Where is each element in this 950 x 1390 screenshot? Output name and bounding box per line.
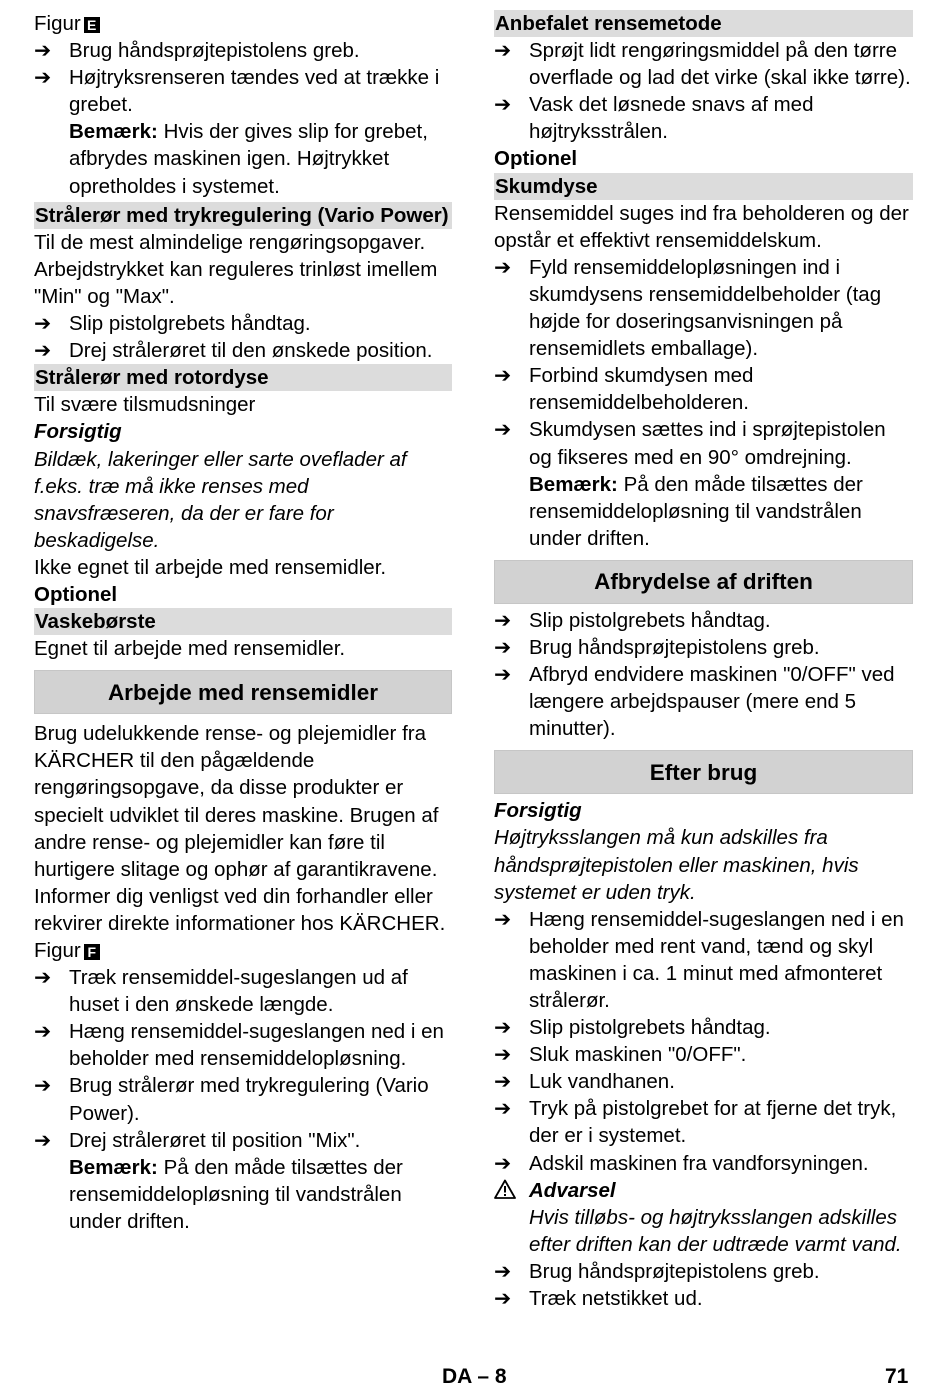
caution-title: Forsigtig	[34, 420, 122, 444]
warning-title: Advarsel	[529, 1178, 616, 1202]
page-number: 71	[885, 1365, 909, 1388]
paragraph: Til svære tilsmudsninger	[34, 393, 256, 417]
list-item: ➔ Brug håndsprøjtepistolens greb.	[34, 37, 452, 64]
caution-text: Bildæk, lakeringer eller sarte oveflader af f.eks. træ må ikke renses med snavsfræseren, da der er fare for beskadigelse.	[34, 447, 407, 552]
optional-label: Optionel	[494, 147, 578, 171]
arrow-right-icon: ➔	[494, 1259, 512, 1283]
arrow-right-icon: ➔	[34, 966, 52, 990]
list-item: ➔ Drej strålerøret til position "Mix".	[34, 1127, 452, 1154]
list-item: ➔ Fyld rensemiddelopløsningen ind i skumdysens rensemiddelbeholder (tag højde for doseringsanvisningen på rensemidlets emballage).	[494, 255, 882, 361]
arrow-right-icon: ➔	[494, 1043, 512, 1067]
arrow-right-icon: ➔	[34, 66, 52, 90]
list-item: ➔ Slip pistolgrebets håndtag.	[494, 607, 913, 634]
paragraph: Ikke egnet til arbejde med rensemidler.	[34, 555, 387, 579]
list-item: ➔ Sluk maskinen "0/OFF".	[494, 1041, 913, 1068]
list-item: ➔ Tryk på pistolgrebet for at fjerne det tryk, der er i systemet.	[494, 1097, 897, 1148]
arrow-right-icon: ➔	[494, 1016, 512, 1040]
list-item: ➔ Hæng rensemiddel-sugeslangen ned i en beholder med rent vand, tænd og skyl maskinen i ca. 1 minut med afmonteret strålerør.	[494, 907, 904, 1012]
caution-title: Forsigtig	[494, 799, 582, 823]
warning-triangle-icon	[494, 1179, 516, 1206]
list-item: ➔ Højtryksrenseren tændes ved at trække i grebet.	[34, 66, 440, 117]
list-item: ➔ Afbryd endvidere maskinen "0/OFF" ved længere arbejdspauser (mere end 5 minutter).	[494, 663, 895, 741]
list-item: ➔ Slip pistolgrebets håndtag.	[34, 310, 452, 337]
list-item: ➔ Skumdysen sættes ind i sprøjtepistolen og fikseres med en 90° omdrejning.	[494, 418, 886, 469]
arrow-right-icon: ➔	[494, 39, 512, 63]
list-item: ➔ Adskil maskinen fra vandforsyningen.	[494, 1150, 913, 1177]
list-item: ➔ Hæng rensemiddel-sugeslangen ned i en beholder med rensemiddelopløsning.	[34, 1020, 444, 1071]
paragraph: Brug udelukkende rense- og plejemidler fra KÄRCHER til den pågældende rengøringsopgave, da disse produkter er specielt udviklet til deres maskine. Brugen af andre rense- og plejemidler kan føre til hurtigere slitage og ophør af garantikravene. Informer dig venligst ved din forhandler eller rekvirer direkte informationer hos KÄRCHER.	[34, 722, 446, 935]
figure-f-icon: F	[84, 944, 100, 960]
list-item: ➔ Brug håndsprøjtepistolens greb.	[494, 634, 913, 661]
arrow-right-icon: ➔	[34, 1074, 52, 1098]
section-heading: Anbefalet rensemetode	[494, 10, 913, 37]
list-item: ➔ Luk vandhanen.	[494, 1068, 913, 1095]
right-column	[494, 10, 913, 1312]
note: Bemærk: På den måde tilsættes der rensemiddelopløsning til vandstrålen under driften.	[529, 472, 863, 550]
arrow-right-icon: ➔	[494, 1070, 512, 1094]
section-title-box: Afbrydelse af driften	[494, 560, 913, 604]
list-item: ➔ Brug håndsprøjtepistolens greb.	[494, 1258, 913, 1285]
warning-text: Hvis tilløbs- og højtryksslangen adskilles efter driften kan der udtræde varmt vand.	[529, 1205, 902, 1256]
paragraph: Egnet til arbejde med rensemidler.	[34, 637, 346, 661]
arrow-right-icon: ➔	[494, 93, 512, 117]
list-item: ➔ Slip pistolgrebets håndtag.	[494, 1014, 913, 1041]
section-heading: Strålerør med rotordyse	[34, 364, 452, 391]
section-heading: Strålerør med trykregulering (Vario Power)	[34, 202, 452, 229]
section-heading: Skumdyse	[494, 173, 913, 200]
section-heading: Vaskebørste	[34, 608, 452, 635]
section-title-box: Arbejde med rensemidler	[34, 670, 452, 714]
figure-e-ref: Figur E	[34, 10, 452, 37]
arrow-right-icon: ➔	[494, 1097, 512, 1121]
arrow-right-icon: ➔	[494, 663, 512, 687]
arrow-right-icon: ➔	[494, 1151, 512, 1175]
figure-e-icon: E	[84, 17, 100, 33]
list-item: ➔ Forbind skumdysen med rensemiddelbeholderen.	[494, 364, 754, 415]
paragraph: Rensemiddel suges ind fra beholderen og der opstår et effektivt rensemiddelskum.	[494, 201, 909, 252]
arrow-right-icon: ➔	[494, 364, 512, 388]
footer-language-page: DA – 8	[442, 1365, 507, 1388]
list-item: ➔ Træk rensemiddel-sugeslangen ud af huset i den ønskede længde.	[34, 966, 408, 1017]
list-item: ➔ Brug strålerør med trykregulering (Vario Power).	[34, 1074, 429, 1125]
section-title-box: Efter brug	[494, 750, 913, 794]
arrow-right-icon: ➔	[494, 255, 512, 279]
arrow-right-icon: ➔	[34, 1020, 52, 1044]
note: Bemærk: Hvis der gives slip for grebet, afbrydes maskinen igen. Højtrykket opretholdes i systemet.	[69, 120, 428, 198]
paragraph: Til de mest almindelige rengøringsopgaver. Arbejdstrykket kan reguleres trinløst imellem "Min" og "Max".	[34, 230, 438, 308]
list-item: ➔ Sprøjt lidt rengøringsmiddel på den tørre overflade og lad det virke (skal ikke tørre).	[494, 39, 911, 90]
warning-block	[494, 1177, 913, 1258]
list-item: ➔ Træk netstikket ud.	[494, 1285, 913, 1312]
list-item: ➔ Drej strålerøret til den ønskede position.	[34, 337, 452, 364]
arrow-right-icon: ➔	[494, 635, 512, 659]
note: Bemærk: På den måde tilsættes der rensemiddelopløsning til vandstrålen under driften.	[69, 1155, 403, 1233]
arrow-right-icon: ➔	[34, 339, 52, 363]
optional-label: Optionel	[34, 582, 118, 606]
arrow-right-icon: ➔	[34, 312, 52, 336]
arrow-right-icon: ➔	[494, 1287, 512, 1311]
arrow-right-icon: ➔	[494, 608, 512, 632]
arrow-right-icon: ➔	[34, 39, 52, 63]
list-item: ➔ Vask det løsnede snavs af med højtryksstrålen.	[494, 93, 814, 144]
figure-f-ref: Figur F	[34, 937, 452, 964]
arrow-right-icon: ➔	[494, 907, 512, 931]
arrow-right-icon: ➔	[34, 1128, 52, 1152]
arrow-right-icon: ➔	[494, 418, 512, 442]
caution-text: Højtryksslangen må kun adskilles fra håndsprøjtepistolen eller maskinen, hvis systemet er uden tryk.	[494, 826, 859, 904]
left-column	[34, 10, 452, 1235]
